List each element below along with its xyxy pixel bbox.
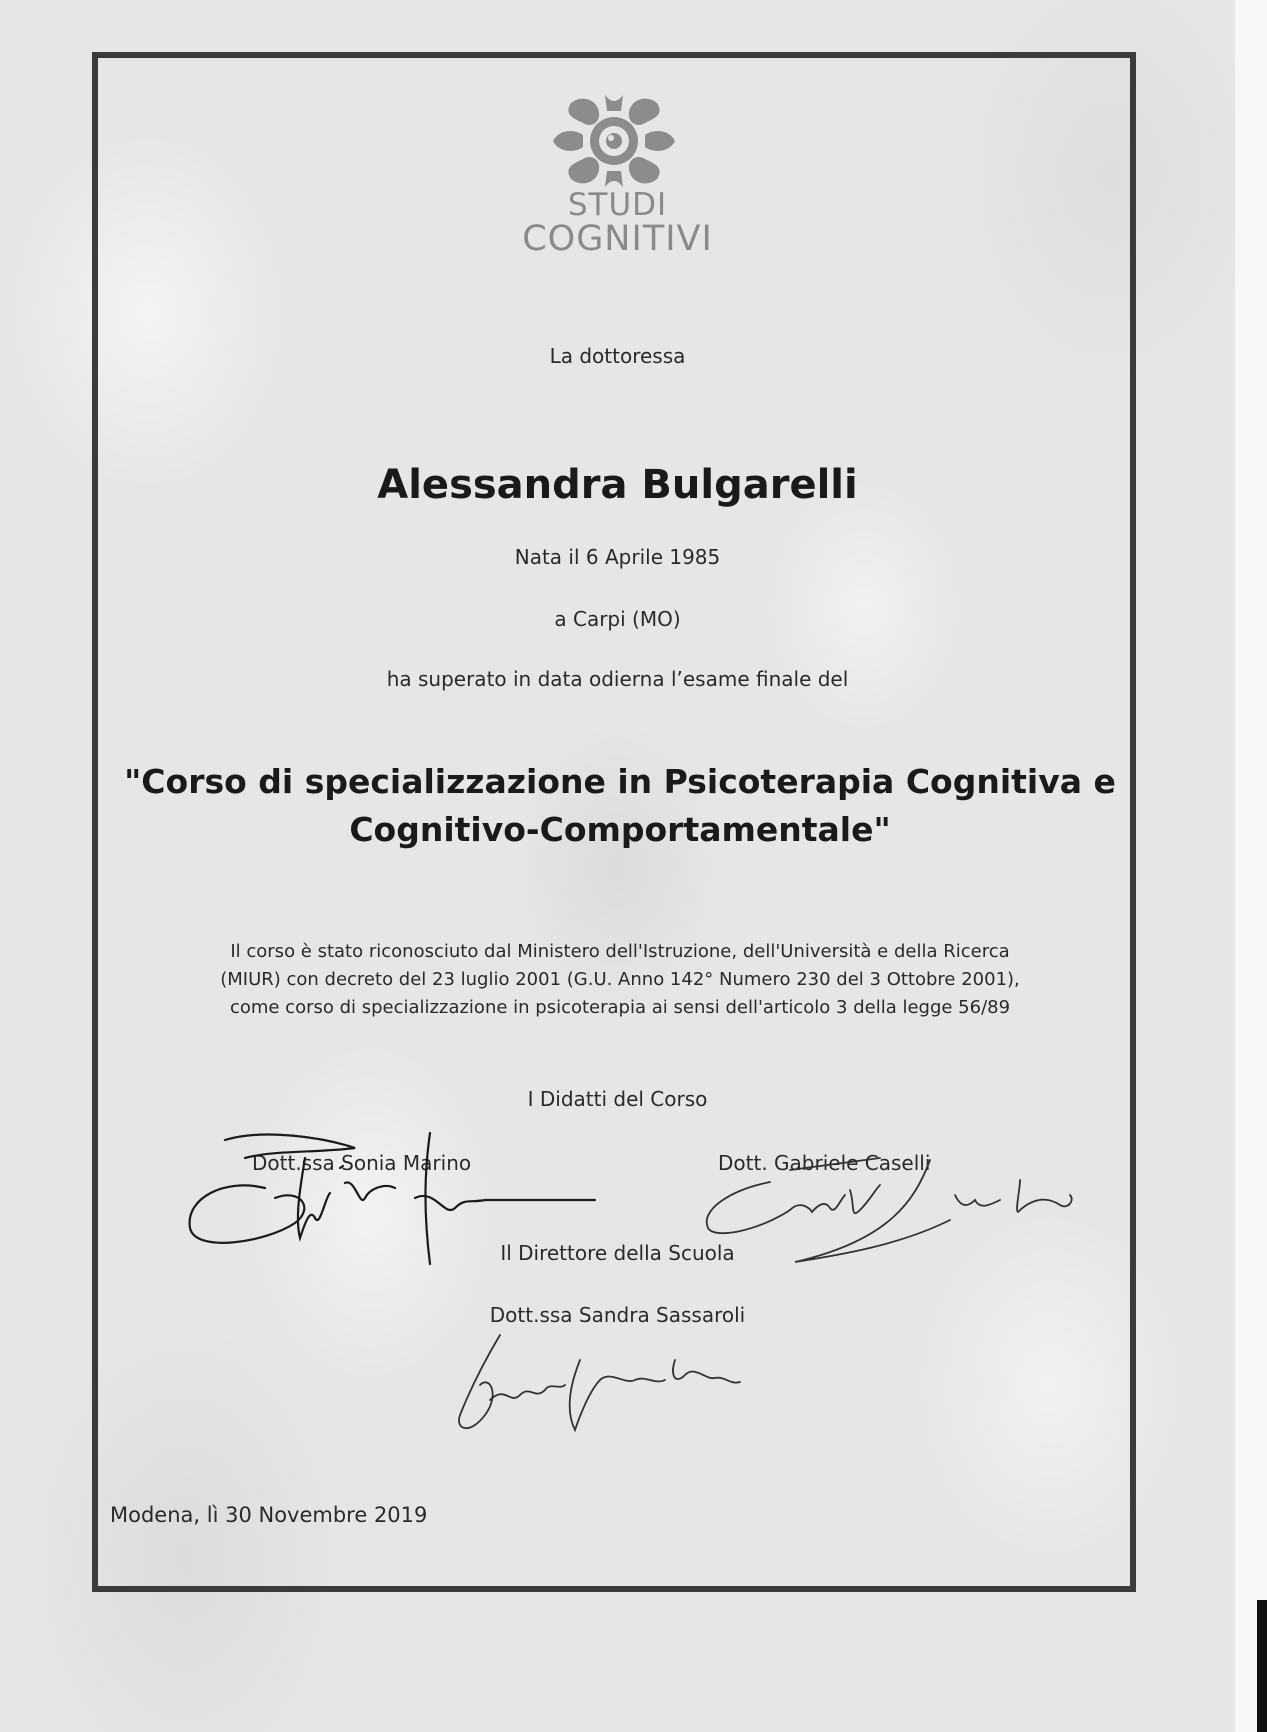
logo-text-studi: STUDI — [567, 187, 668, 223]
recognition-line3: come corso di specializzazione in psicoterapia ai sensi dell'articolo 3 della legge 56/89 — [229, 997, 1011, 1018]
director-signature — [450, 1330, 750, 1440]
birth-date: Nata il 6 Aprile 1985 — [514, 545, 721, 569]
director-name: Dott.ssa Sandra Sassaroli — [489, 1303, 746, 1327]
course-title-line2: Cognitivo-Comportamentale" — [349, 810, 891, 849]
flower-eye-logo-icon — [553, 95, 675, 187]
recognition-paragraph — [120, 938, 1120, 1022]
exam-statement: ha superato in data odierna l’esame finale del — [386, 667, 849, 691]
scan-edge — [1235, 0, 1267, 1732]
logo-text-cognitivi: COGNITIVI — [522, 219, 713, 259]
title-prefix: La dottoressa — [549, 344, 686, 368]
birth-place: a Carpi (MO) — [554, 607, 681, 631]
teacher1-name: Dott.ssa Sonia Marino — [252, 1151, 472, 1175]
teacher2-name: Dott. Gabriele Caselli — [718, 1151, 931, 1175]
course-title-line1: "Corso di specializzazione in Psicoterapia Cognitiva e — [124, 762, 1116, 801]
teachers-heading: I Didatti del Corso — [527, 1087, 708, 1111]
scan-shadow — [1257, 1600, 1267, 1732]
director-heading: Il Direttore della Scuola — [500, 1241, 735, 1265]
recognition-line1: Il corso è stato riconosciuto dal Ministero dell'Istruzione, dell'Università e della Ricerca — [230, 941, 1010, 962]
recipient-name: Alessandra Bulgarelli — [377, 462, 858, 508]
course-title — [120, 758, 1120, 854]
recognition-line2: (MIUR) con decreto del 23 luglio 2001 (G.U. Anno 142° Numero 230 del 3 Ottobre 2001), — [220, 969, 1020, 990]
place-date: Modena, lì 30 Novembre 2019 — [110, 1503, 428, 1527]
